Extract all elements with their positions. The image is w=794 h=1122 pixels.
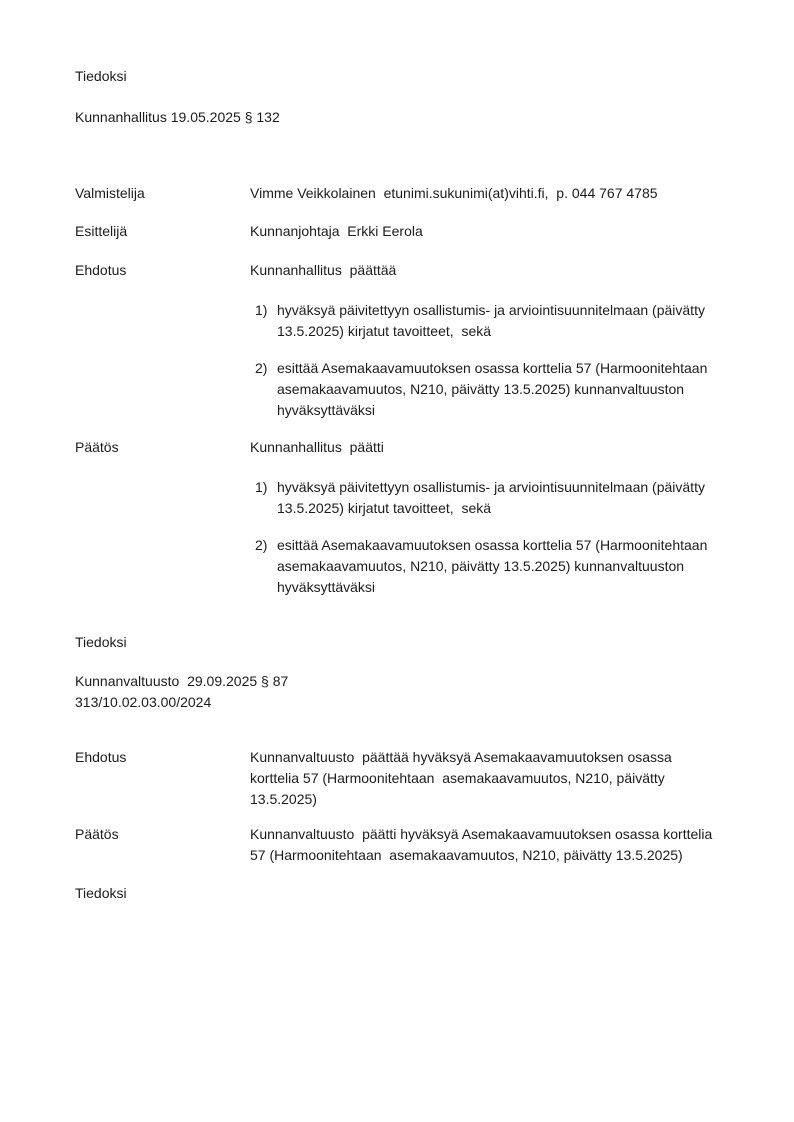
council-section-heading	[75, 671, 738, 713]
text-line: hyväksyä päivitettyyn osallistumis- ja arviointisuunnitelmaan (päivätty	[277, 302, 705, 318]
text-line: asemakaavamuutos, N210, päivätty 13.5.2025) kunnanvaltuuston	[277, 558, 685, 574]
esittelija-value: Kunnanjohtaja Erkki Eerola	[250, 223, 423, 239]
text-line: esittää Asemakaavamuutoksen osassa korttelia 57 (Harmoonitehtaan	[277, 537, 708, 553]
text-line: 13.5.2025) kirjatut tavoitteet, sekä	[277, 323, 492, 339]
field-row-ehdotus-board	[75, 260, 738, 421]
tiedoksi-heading-mid: Tiedoksi	[75, 634, 127, 650]
valmistelija-label: Valmistelija	[75, 185, 145, 201]
ehdotus-intro: Kunnanhallitus päättää	[250, 262, 397, 278]
ehdotus-label: Ehdotus	[75, 262, 127, 278]
list-item	[250, 358, 736, 421]
ehdotus-label: Ehdotus	[75, 749, 127, 765]
list-item-number: 1)	[255, 479, 268, 495]
valmistelija-value: Vimme Veikkolainen etunimi.sukunimi(at)vihti.fi, p. 044 767 4785	[250, 185, 658, 201]
field-row-paatos-council	[75, 824, 738, 866]
paatos-intro: Kunnanhallitus päätti	[250, 439, 384, 455]
text-line: esittää Asemakaavamuutoksen osassa korttelia 57 (Harmoonitehtaan	[277, 360, 708, 376]
ehdotus-value	[250, 260, 736, 421]
list-item-text	[277, 535, 725, 598]
text-line: korttelia 57 (Harmoonitehtaan asemakaavamuutos, N210, päivätty	[250, 770, 665, 786]
board-section-heading: Kunnanhallitus 19.05.2025 § 132	[75, 109, 280, 125]
text-line: Kunnanvaltuusto päättää hyväksyä Asemakaavamuutoksen osassa	[250, 749, 672, 765]
text-line: hyväksyttäväksi	[277, 402, 376, 418]
list-item-text	[277, 358, 725, 421]
tiedoksi-heading-top: Tiedoksi	[75, 68, 127, 84]
esittelija-label: Esittelijä	[75, 223, 128, 239]
text-line: asemakaavamuutos, N210, päivätty 13.5.2025) kunnanvaltuuston	[277, 381, 685, 397]
council-heading-line2: 313/10.02.03.00/2024	[75, 694, 212, 710]
list-item	[250, 477, 736, 519]
field-row-valmistelija	[75, 183, 738, 204]
text-line: Kunnanvaltuusto päätti hyväksyä Asemakaavamuutoksen osassa korttelia	[250, 826, 713, 842]
field-row-esittelija	[75, 221, 738, 242]
paatos-label: Päätös	[75, 826, 119, 842]
paatos-label: Päätös	[75, 439, 119, 455]
tiedoksi-heading-bottom: Tiedoksi	[75, 885, 127, 901]
text-line: hyväksyttäväksi	[277, 579, 376, 595]
text-line: 13.5.2025)	[250, 791, 317, 807]
council-heading-line1: Kunnanvaltuusto 29.09.2025 § 87	[75, 673, 289, 689]
list-item-number: 2)	[255, 537, 268, 553]
text-line: hyväksyä päivitettyyn osallistumis- ja arviointisuunnitelmaan (päivätty	[277, 479, 705, 495]
list-item-text	[277, 477, 725, 519]
field-row-ehdotus-council	[75, 747, 738, 810]
list-item	[250, 535, 736, 598]
paatos-value	[250, 437, 736, 598]
list-item-number: 1)	[255, 302, 268, 318]
list-item	[250, 300, 736, 342]
text-line: 57 (Harmoonitehtaan asemakaavamuutos, N210, päivätty 13.5.2025)	[250, 847, 683, 863]
paatos-value	[250, 824, 736, 866]
list-item-number: 2)	[255, 360, 268, 376]
text-line: 13.5.2025) kirjatut tavoitteet, sekä	[277, 500, 492, 516]
ehdotus-value	[250, 747, 736, 810]
list-item-text	[277, 300, 725, 342]
field-row-paatos-board	[75, 437, 738, 598]
